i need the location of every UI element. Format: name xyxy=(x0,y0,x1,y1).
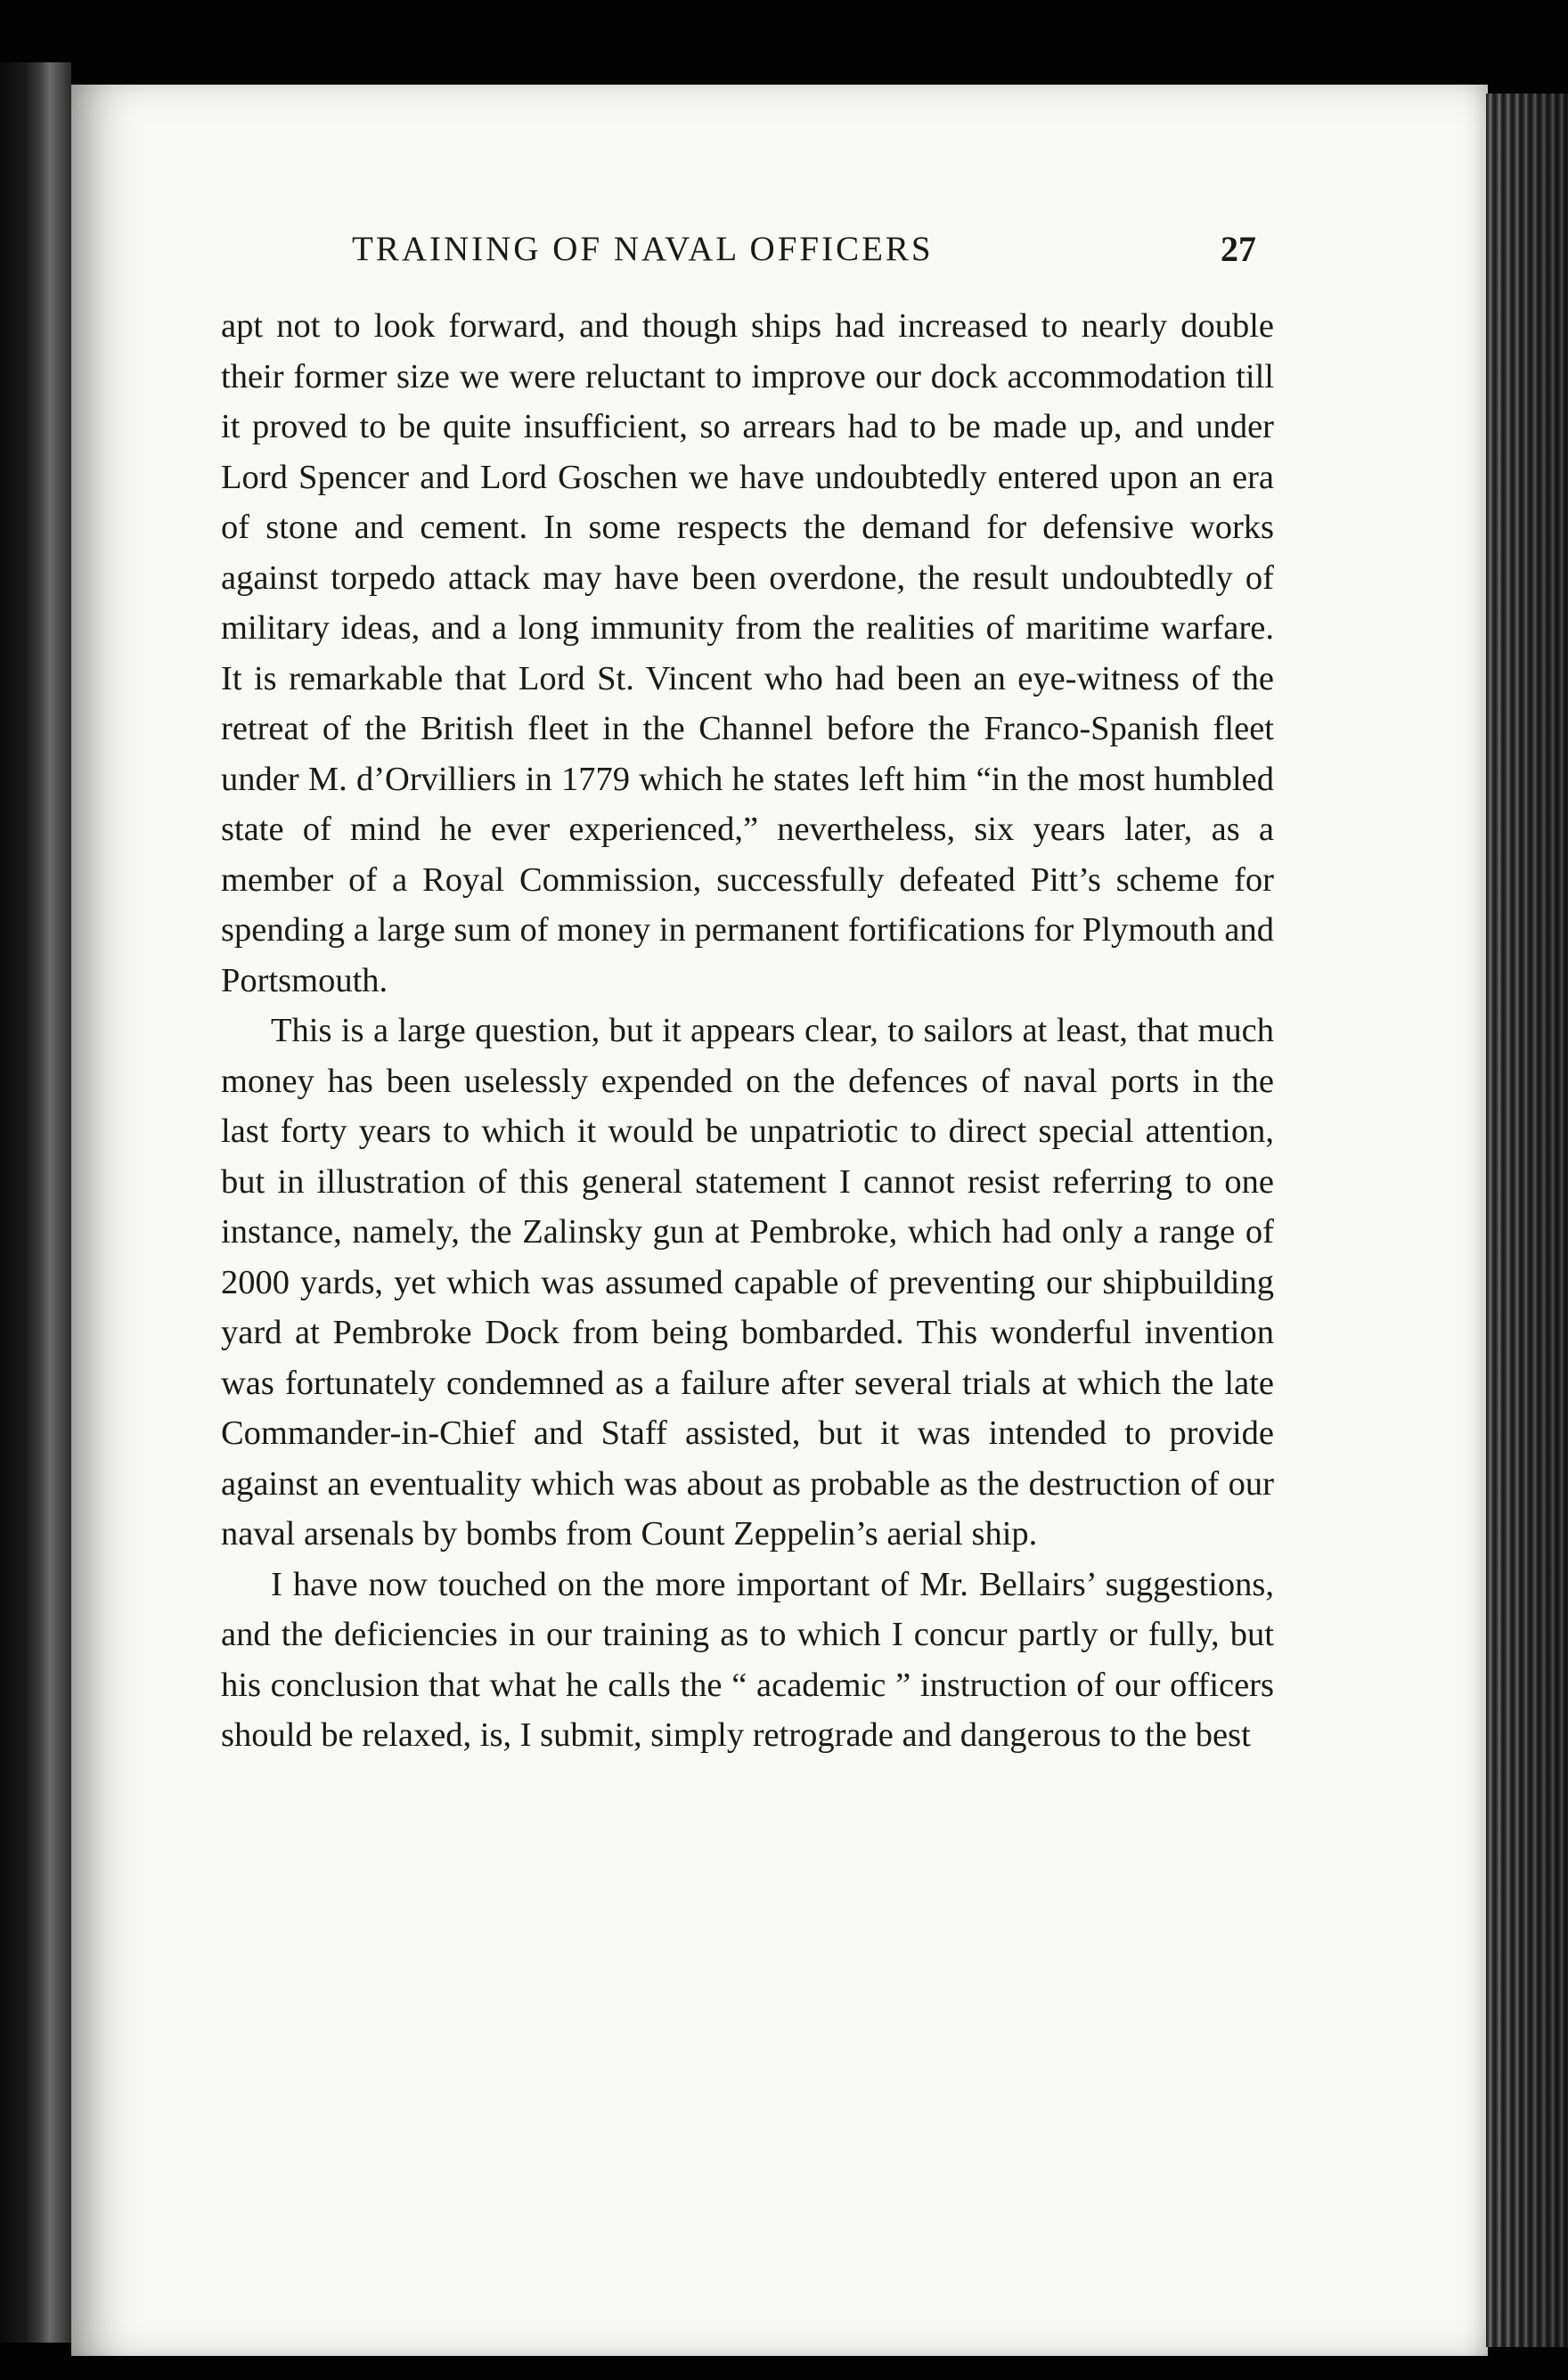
running-head xyxy=(138,223,1256,276)
paragraph-3: I have now touched on the more important of Mr. Bellairs’ suggestions, and the deficiencies in our training as to which I concur partly or fully, but his conclusion that what he calls the “ academic ” instruction of our officers should be relaxed, is, I submit, simply retrograde and dangerous to the best xyxy=(221,1565,1274,1754)
body-text xyxy=(221,301,1274,1761)
facing-page-edge xyxy=(0,62,71,2343)
running-title: TRAINING OF NAVAL OFFICERS xyxy=(352,230,934,268)
paragraph-2: This is a large question, but it appears clear, to sailors at least, that much money has been uselessly expended on the defences of naval ports in the last forty years to which it would be unpatriotic to direct special attention, but in illustration of this general statement I cannot resist referring to one instance, namely, the Zalinsky gun at Pembroke, which had only a range of 2000 yards, yet which was assumed capable of preventing our shipbuilding yard at Pembroke Dock from being bombarded. This wonderful invention was fortunately condemned as a failure after several trials at which the late Commander-in-Chief and Staff assisted, but it was intended to provide against an eventuality which was about as probable as the destruction of our naval arsenals by bombs from Count Zeppelin’s aerial ship. xyxy=(221,1012,1274,1553)
paragraph-1: apt not to look forward, and though ships had increased to nearly double their former size we were reluctant to improve our dock accommodation till it proved to be quite insufficient, so arrears had to be made up, and under Lord Spencer and Lord Goschen we have undoubtedly entered upon an era of stone and cement. In some respects the demand for defensive works against torpedo attack may have been overdone, the result undoubtedly of military ideas, and a long immunity from the realities of maritime warfare. It is remarkable that Lord St. Vincent who had been an eye-witness of the retreat of the British fleet in the Channel before the Franco-Spanish fleet under M. d’Orvilliers in 1779 which he states left him “in the most humbled state of mind he ever experienced,” nevertheless, six years later, as a member of a Royal Commission, successfully defeated Pitt’s scheme for spending a large sum of money in permanent fortifications for Plymouth and Portsmouth. xyxy=(221,307,1274,999)
page-stack-shadow xyxy=(1486,94,1568,2347)
page-number: 27 xyxy=(1221,229,1256,269)
